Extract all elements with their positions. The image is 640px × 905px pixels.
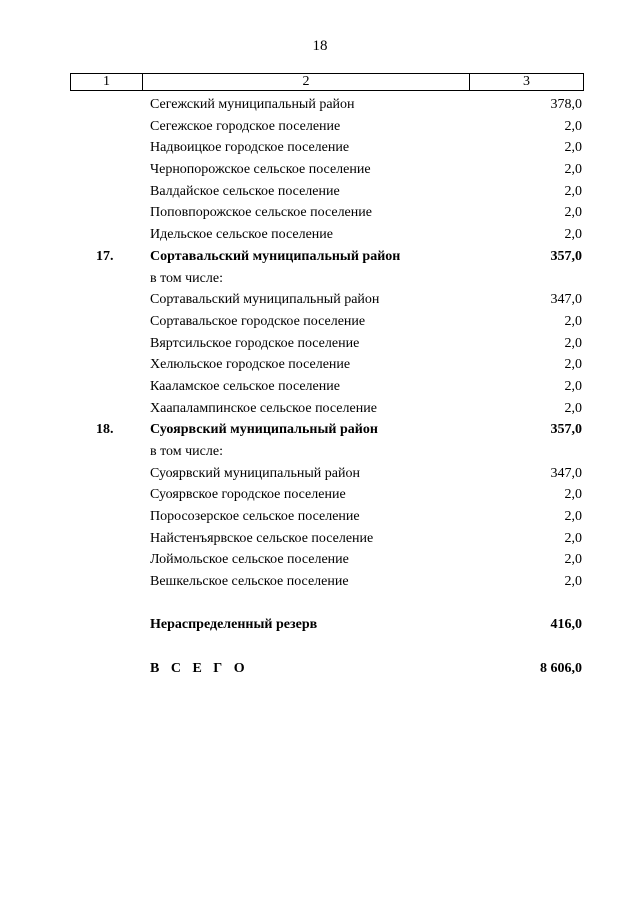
row-name: Идельское сельское поселение	[150, 227, 334, 243]
row-name: Надвоицкое городское поселение	[150, 140, 350, 156]
reserve-label: Нераспределенный резерв	[150, 617, 318, 632]
table-row	[0, 463, 640, 485]
table-row	[0, 354, 640, 376]
row-value: 2,0	[564, 574, 582, 590]
row-name: Суоярвский муниципальный район	[150, 422, 378, 438]
table-row	[0, 224, 640, 246]
header-col-2: 2	[143, 74, 470, 90]
row-number: 18.	[96, 422, 114, 438]
row-value: 2,0	[564, 162, 582, 178]
table-header	[70, 73, 584, 91]
row-name: Сегежское городское поселение	[150, 118, 341, 134]
table-row	[0, 94, 640, 116]
row-value: 2,0	[564, 140, 582, 156]
header-col-3: 3	[523, 74, 530, 89]
header-col-1: 1	[71, 74, 143, 90]
total-row	[0, 658, 640, 680]
row-value: 2,0	[564, 487, 582, 503]
table-row	[0, 528, 640, 550]
row-name: Кааламское сельское поселение	[150, 378, 340, 394]
table-row	[0, 181, 640, 203]
row-name: Сортавальское городское поселение	[150, 313, 366, 329]
row-name: Вяртсильское городское поселение	[150, 335, 360, 351]
table-row	[0, 376, 640, 398]
district-row	[0, 246, 640, 268]
row-value: 2,0	[564, 227, 582, 243]
table-row	[0, 333, 640, 355]
table-row	[0, 506, 640, 528]
row-name: Поросозерское сельское поселение	[150, 509, 360, 525]
row-value: 2,0	[564, 357, 582, 373]
table-row	[0, 289, 640, 311]
row-value: 2,0	[564, 378, 582, 394]
row-name: Лоймольское сельское поселение	[150, 552, 349, 568]
row-name: Хаапалампинское сельское поселение	[150, 400, 377, 416]
row-value: 378,0	[550, 97, 582, 112]
row-value: 2,0	[564, 205, 582, 221]
row-value: 2,0	[564, 118, 582, 134]
row-name: Найстенъярвское сельское поселение	[150, 530, 374, 546]
row-number: 17.	[96, 248, 114, 264]
row-name: в том числе:	[150, 444, 223, 459]
row-value: 357,0	[550, 422, 582, 438]
row-value: 347,0	[550, 292, 582, 308]
table-row	[0, 202, 640, 224]
row-value: 2,0	[564, 313, 582, 329]
table-row	[0, 571, 640, 593]
row-name: Суоярвский муниципальный район	[150, 465, 360, 481]
row-name: Чернопорожское сельское поселение	[150, 162, 371, 178]
row-value: 2,0	[564, 400, 582, 416]
table-row	[0, 311, 640, 333]
row-value: 357,0	[550, 248, 582, 264]
table-row	[0, 116, 640, 138]
row-value: 2,0	[564, 552, 582, 568]
reserve-row	[0, 614, 640, 636]
table-row	[0, 159, 640, 181]
table-row	[0, 268, 640, 290]
row-name: Сортавальский муниципальный район	[150, 292, 380, 308]
district-row	[0, 419, 640, 441]
row-name: Хелюльское городское поселение	[150, 357, 351, 373]
row-name: Сортавальский муниципальный район	[150, 248, 401, 264]
total-label: В С Е Г О	[150, 661, 249, 676]
row-name: Суоярвское городское поселение	[150, 487, 346, 503]
row-value: 2,0	[564, 530, 582, 546]
table-row	[0, 484, 640, 506]
row-value: 2,0	[564, 509, 582, 525]
row-name: Сегежский муниципальный район	[150, 97, 355, 112]
table-row	[0, 398, 640, 420]
row-value: 347,0	[550, 465, 582, 481]
row-value: 2,0	[564, 183, 582, 199]
row-name: Вешкельское сельское поселение	[150, 574, 349, 590]
total-value: 8 606,0	[540, 661, 582, 676]
table-row	[0, 441, 640, 463]
reserve-value: 416,0	[550, 617, 582, 632]
page-number: 18	[312, 38, 328, 54]
row-value: 2,0	[564, 335, 582, 351]
row-name: Поповпорожское сельское поселение	[150, 205, 372, 221]
table-row	[0, 549, 640, 571]
table-body	[0, 94, 640, 593]
row-name: в том числе:	[150, 270, 223, 286]
row-name: Валдайское сельское поселение	[150, 183, 340, 199]
table-row	[0, 137, 640, 159]
